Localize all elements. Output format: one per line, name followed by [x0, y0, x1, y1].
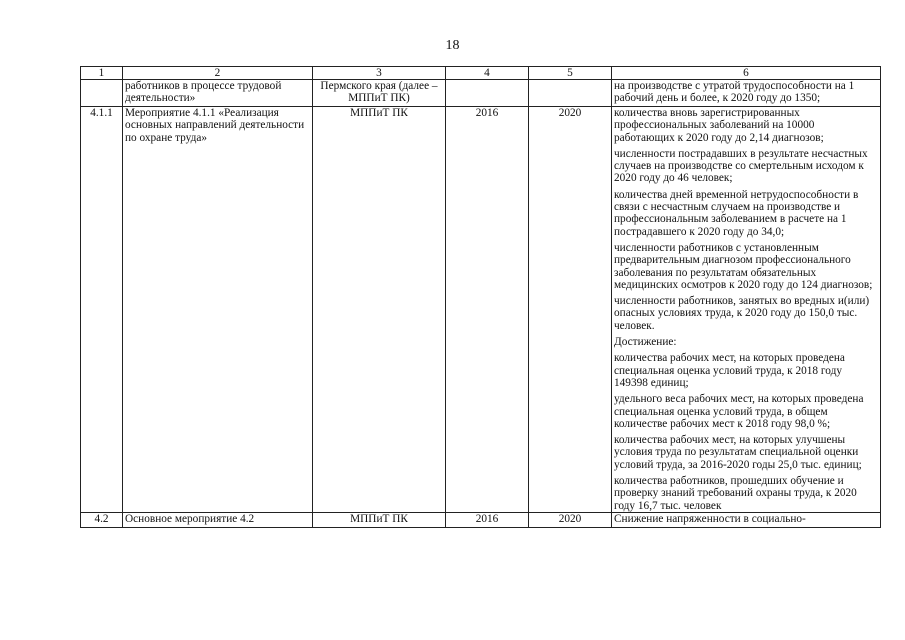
result-paragraph: Достижение: — [614, 336, 677, 349]
page-number: 18 — [445, 38, 460, 53]
header-cell-5: 5 — [529, 67, 612, 80]
result-paragraph: удельного веса рабочих мест, на которых проведена специальная оценка условий труда, в общем количестве рабочих мест к 2018 году 98,0 %; — [614, 393, 864, 430]
result-paragraph: количества рабочих мест, на которых улучшены условия труда по результатам специальной оценки условий труда, за 2016-2020 годы 25,0 тыс. единиц; — [614, 434, 862, 471]
start-year-cell: 2016 — [446, 107, 529, 513]
end-year-cell: 2020 — [529, 107, 612, 513]
header-cell-4: 4 — [446, 67, 529, 80]
table-row — [81, 80, 881, 107]
result-paragraph: численности работников, занятых во вредных и(или) опасных условиях труда, к 2020 году до 150,0 тыс. человек. — [614, 295, 870, 332]
result-paragraph: численности пострадавших в результате несчастных случаев на производстве со смертельным исходом к 2020 году до 46 человек; — [614, 147, 868, 185]
start-year-cell — [446, 80, 529, 107]
result-cell — [612, 107, 881, 513]
result-paragraph: на производстве с утратой трудоспособности на 1 рабочий день и более, к 2020 году до 1350; — [614, 80, 855, 105]
row-number-cell — [81, 80, 123, 107]
header-row — [81, 67, 881, 80]
result-cell — [612, 512, 881, 527]
result-paragraph: количества вновь зарегистрированных профессиональных заболеваний на 10000 работающих к 2020 году до 2,14 диагнозов; — [614, 107, 824, 144]
measures-table — [80, 66, 881, 528]
executor-cell: МППиТ ПК — [313, 512, 446, 527]
executor-cell: Пермского края (далее – МППиТ ПК) — [313, 80, 446, 107]
result-cell — [612, 80, 881, 107]
header-cell-6: 6 — [612, 67, 881, 80]
measure-name-cell: Основное мероприятие 4.2 — [123, 512, 313, 527]
end-year-cell: 2020 — [529, 512, 612, 527]
result-paragraph: количества рабочих мест, на которых проведена специальная оценка условий труда, к 2018 году 149398 единиц; — [614, 352, 845, 389]
header-cell-2: 2 — [123, 67, 313, 80]
header-cell-1: 1 — [81, 67, 123, 80]
result-paragraph: Снижение напряженности в социально- — [614, 512, 806, 525]
table-row — [81, 512, 881, 527]
row-number-cell: 4.1.1 — [81, 107, 123, 513]
end-year-cell — [529, 80, 612, 107]
result-paragraph: количества работников, прошедших обучение и проверку знаний требований охраны труда, к 2020 году 16,7 тыс. человек — [614, 475, 857, 512]
result-paragraph: численности работников с установленным предварительным диагнозом профессионального заболевания по результатам обязательных медицинских осмотров к 2020 году до 124 диагнозов; — [614, 241, 873, 291]
table-row — [81, 107, 881, 513]
header-cell-3: 3 — [313, 67, 446, 80]
row-number-cell: 4.2 — [81, 512, 123, 527]
result-paragraph: количества дней временной нетрудоспособности в связи с несчастным случаем на производстве и профессиональным заболеванием в расчете на 1 пострадавшего к 2020 году до 34,0; — [614, 188, 859, 238]
measure-name-cell: Мероприятие 4.1.1 «Реализация основных направлений деятельности по охране труда» — [123, 107, 313, 513]
start-year-cell: 2016 — [446, 512, 529, 527]
measure-name-cell: работников в процессе трудовой деятельности» — [123, 80, 313, 107]
executor-cell: МППиТ ПК — [313, 107, 446, 513]
